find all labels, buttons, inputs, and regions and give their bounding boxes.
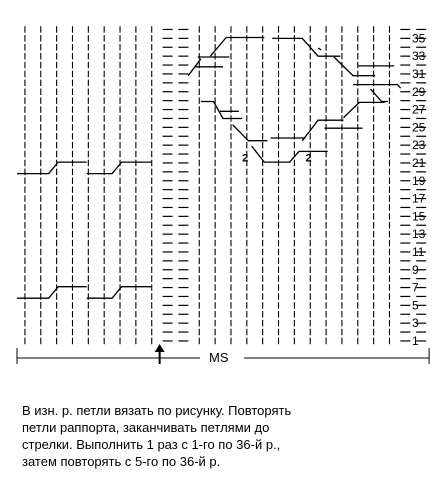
row-number-label: 31 [412, 66, 426, 81]
row-number-label: 19 [412, 173, 426, 188]
repeat-label: MS [209, 350, 229, 365]
row-number-label: 9 [412, 262, 419, 277]
row-number-label: 11 [412, 244, 425, 259]
row-number-label: 7 [412, 280, 419, 295]
cable-line [318, 48, 321, 50]
row-number-label: 5 [412, 298, 419, 313]
cable-lines [17, 38, 401, 299]
row-number-label: 27 [412, 102, 426, 117]
instructions-line: затем повторять с 5-го по 36-й р. [22, 454, 221, 469]
cable-line [302, 120, 343, 141]
decrease-count-label: 2 [305, 152, 312, 165]
repeat-bracket [17, 344, 429, 365]
cable-line [87, 162, 152, 174]
instructions-line: В изн. р. петли вязать по рисунку. Повторять [22, 403, 292, 418]
arrow-up-icon [155, 344, 165, 352]
cable-line [17, 287, 87, 299]
cable-line [87, 287, 152, 299]
instructions-line: стрелки. Выполнить 1 раз с 1-го по 36-й р., [22, 437, 281, 452]
cable-line [353, 85, 401, 89]
row-number-label: 1 [412, 333, 419, 348]
instructions-text [22, 402, 352, 470]
cable-line [201, 102, 242, 119]
row-number-label: 33 [412, 49, 426, 64]
cable-line [210, 38, 226, 57]
cable-line [344, 102, 385, 117]
cable-line [272, 38, 340, 56]
row-number-label: 13 [412, 227, 426, 242]
row-number-label: 21 [412, 155, 426, 170]
row-number-label: 35 [412, 31, 426, 46]
row-number-label: 3 [412, 316, 419, 331]
row-number-label: 23 [412, 138, 426, 153]
decrease-count-label: 2 [242, 152, 249, 165]
chart-symbols [25, 26, 426, 344]
row-number-label: 17 [412, 191, 426, 206]
cable-line [17, 162, 87, 174]
row-number-label: 29 [412, 84, 426, 99]
row-number-label: 25 [412, 120, 426, 135]
row-number-label: 15 [412, 209, 426, 224]
instructions-line: петли раппорта, заканчивать петлями до [22, 420, 270, 435]
